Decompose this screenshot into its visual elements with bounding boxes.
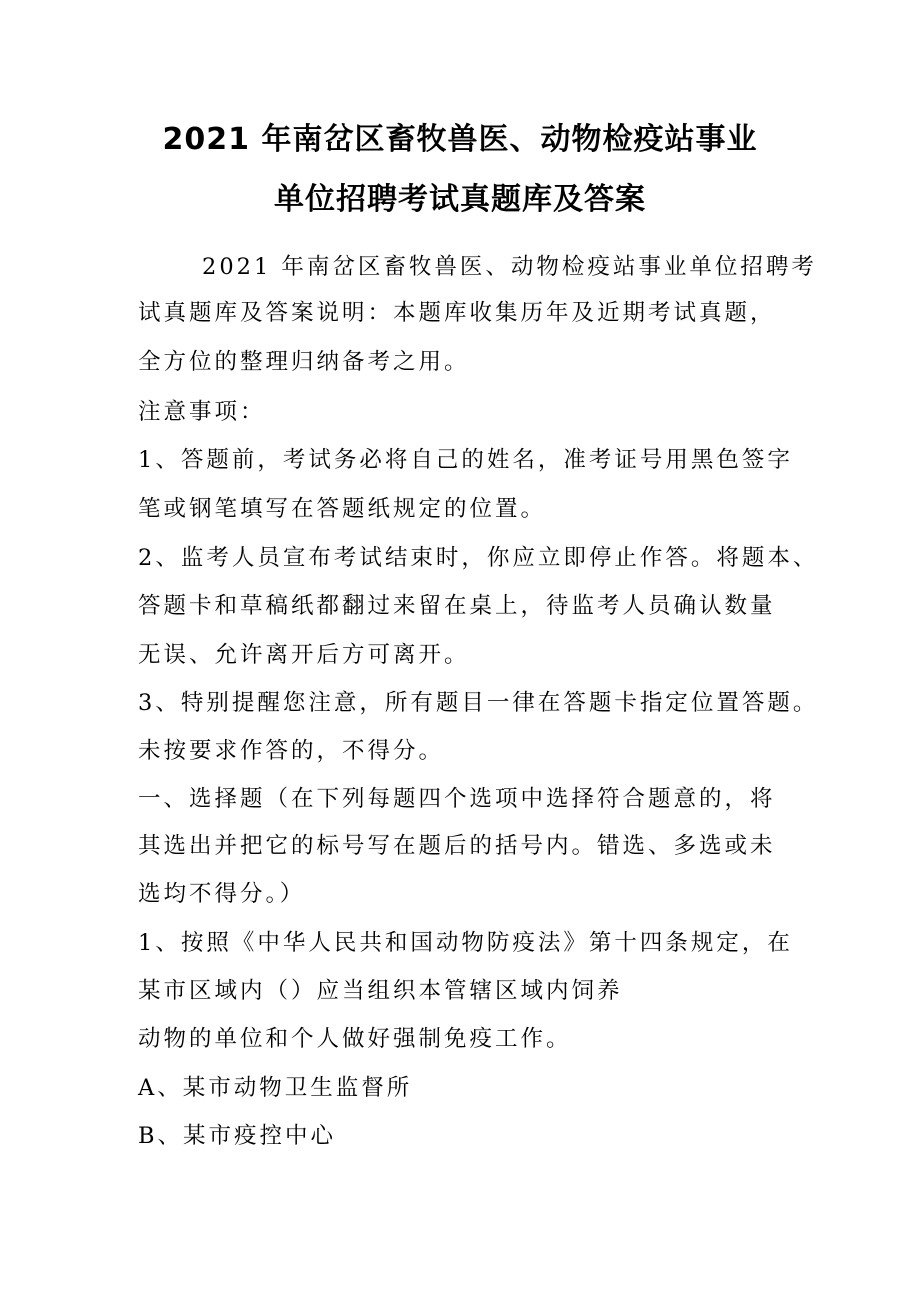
question-1-option-b: B、某市疫控中心 [138, 1123, 337, 1149]
document-title-line-2: 单位招聘考试真题库及答案 [274, 182, 646, 217]
notice-heading: 注意事项： [138, 399, 266, 425]
notice-item-1-line-2: 笔或钢笔填写在答题纸规定的位置。 [138, 496, 547, 522]
intro-line-1: 2021 年南岔区畜牧兽医、动物检疫站事业单位招聘考 [202, 254, 817, 280]
notice-item-1-line-1: 1、答题前，考试务必将自己的姓名，准考证号用黑色签字 [138, 447, 793, 473]
section-heading-line-1: 一、选择题（在下列每题四个选项中选择符合题意的，将 [138, 786, 776, 812]
document-title-line-1: 2021 年南岔区畜牧兽医、动物检疫站事业 [162, 122, 758, 157]
notice-item-2-line-1: 2、监考人员宣布考试结束时，你应立即停止作答。将题本、 [138, 545, 819, 571]
notice-item-2-line-2: 答题卡和草稿纸都翻过来留在桌上，待监考人员确认数量 [138, 593, 776, 619]
section-heading-line-2: 其选出并把它的标号写在题后的括号内。错选、多选或未 [138, 833, 776, 859]
notice-item-3-line-1: 3、特别提醒您注意，所有题目一律在答题卡指定位置答题。 [138, 690, 819, 716]
question-1-line-2: 某市区域内（）应当组织本管辖区域内饲养 [138, 978, 623, 1004]
question-1-option-a: A、某市动物卫生监督所 [138, 1075, 413, 1101]
intro-line-3: 全方位的整理归纳备考之用。 [138, 349, 470, 375]
question-1-line-1: 1、按照《中华人民共和国动物防疫法》第十四条规定，在 [138, 930, 793, 956]
section-heading-line-3: 选均不得分。） [138, 881, 306, 907]
intro-line-2: 试真题库及答案说明：本题库收集历年及近期考试真题， [138, 300, 776, 326]
notice-item-3-line-2: 未按要求作答的，不得分。 [138, 738, 445, 764]
notice-item-2-line-3: 无误、允许离开后方可离开。 [138, 642, 470, 668]
question-1-line-3: 动物的单位和个人做好强制免疫工作。 [138, 1026, 572, 1052]
